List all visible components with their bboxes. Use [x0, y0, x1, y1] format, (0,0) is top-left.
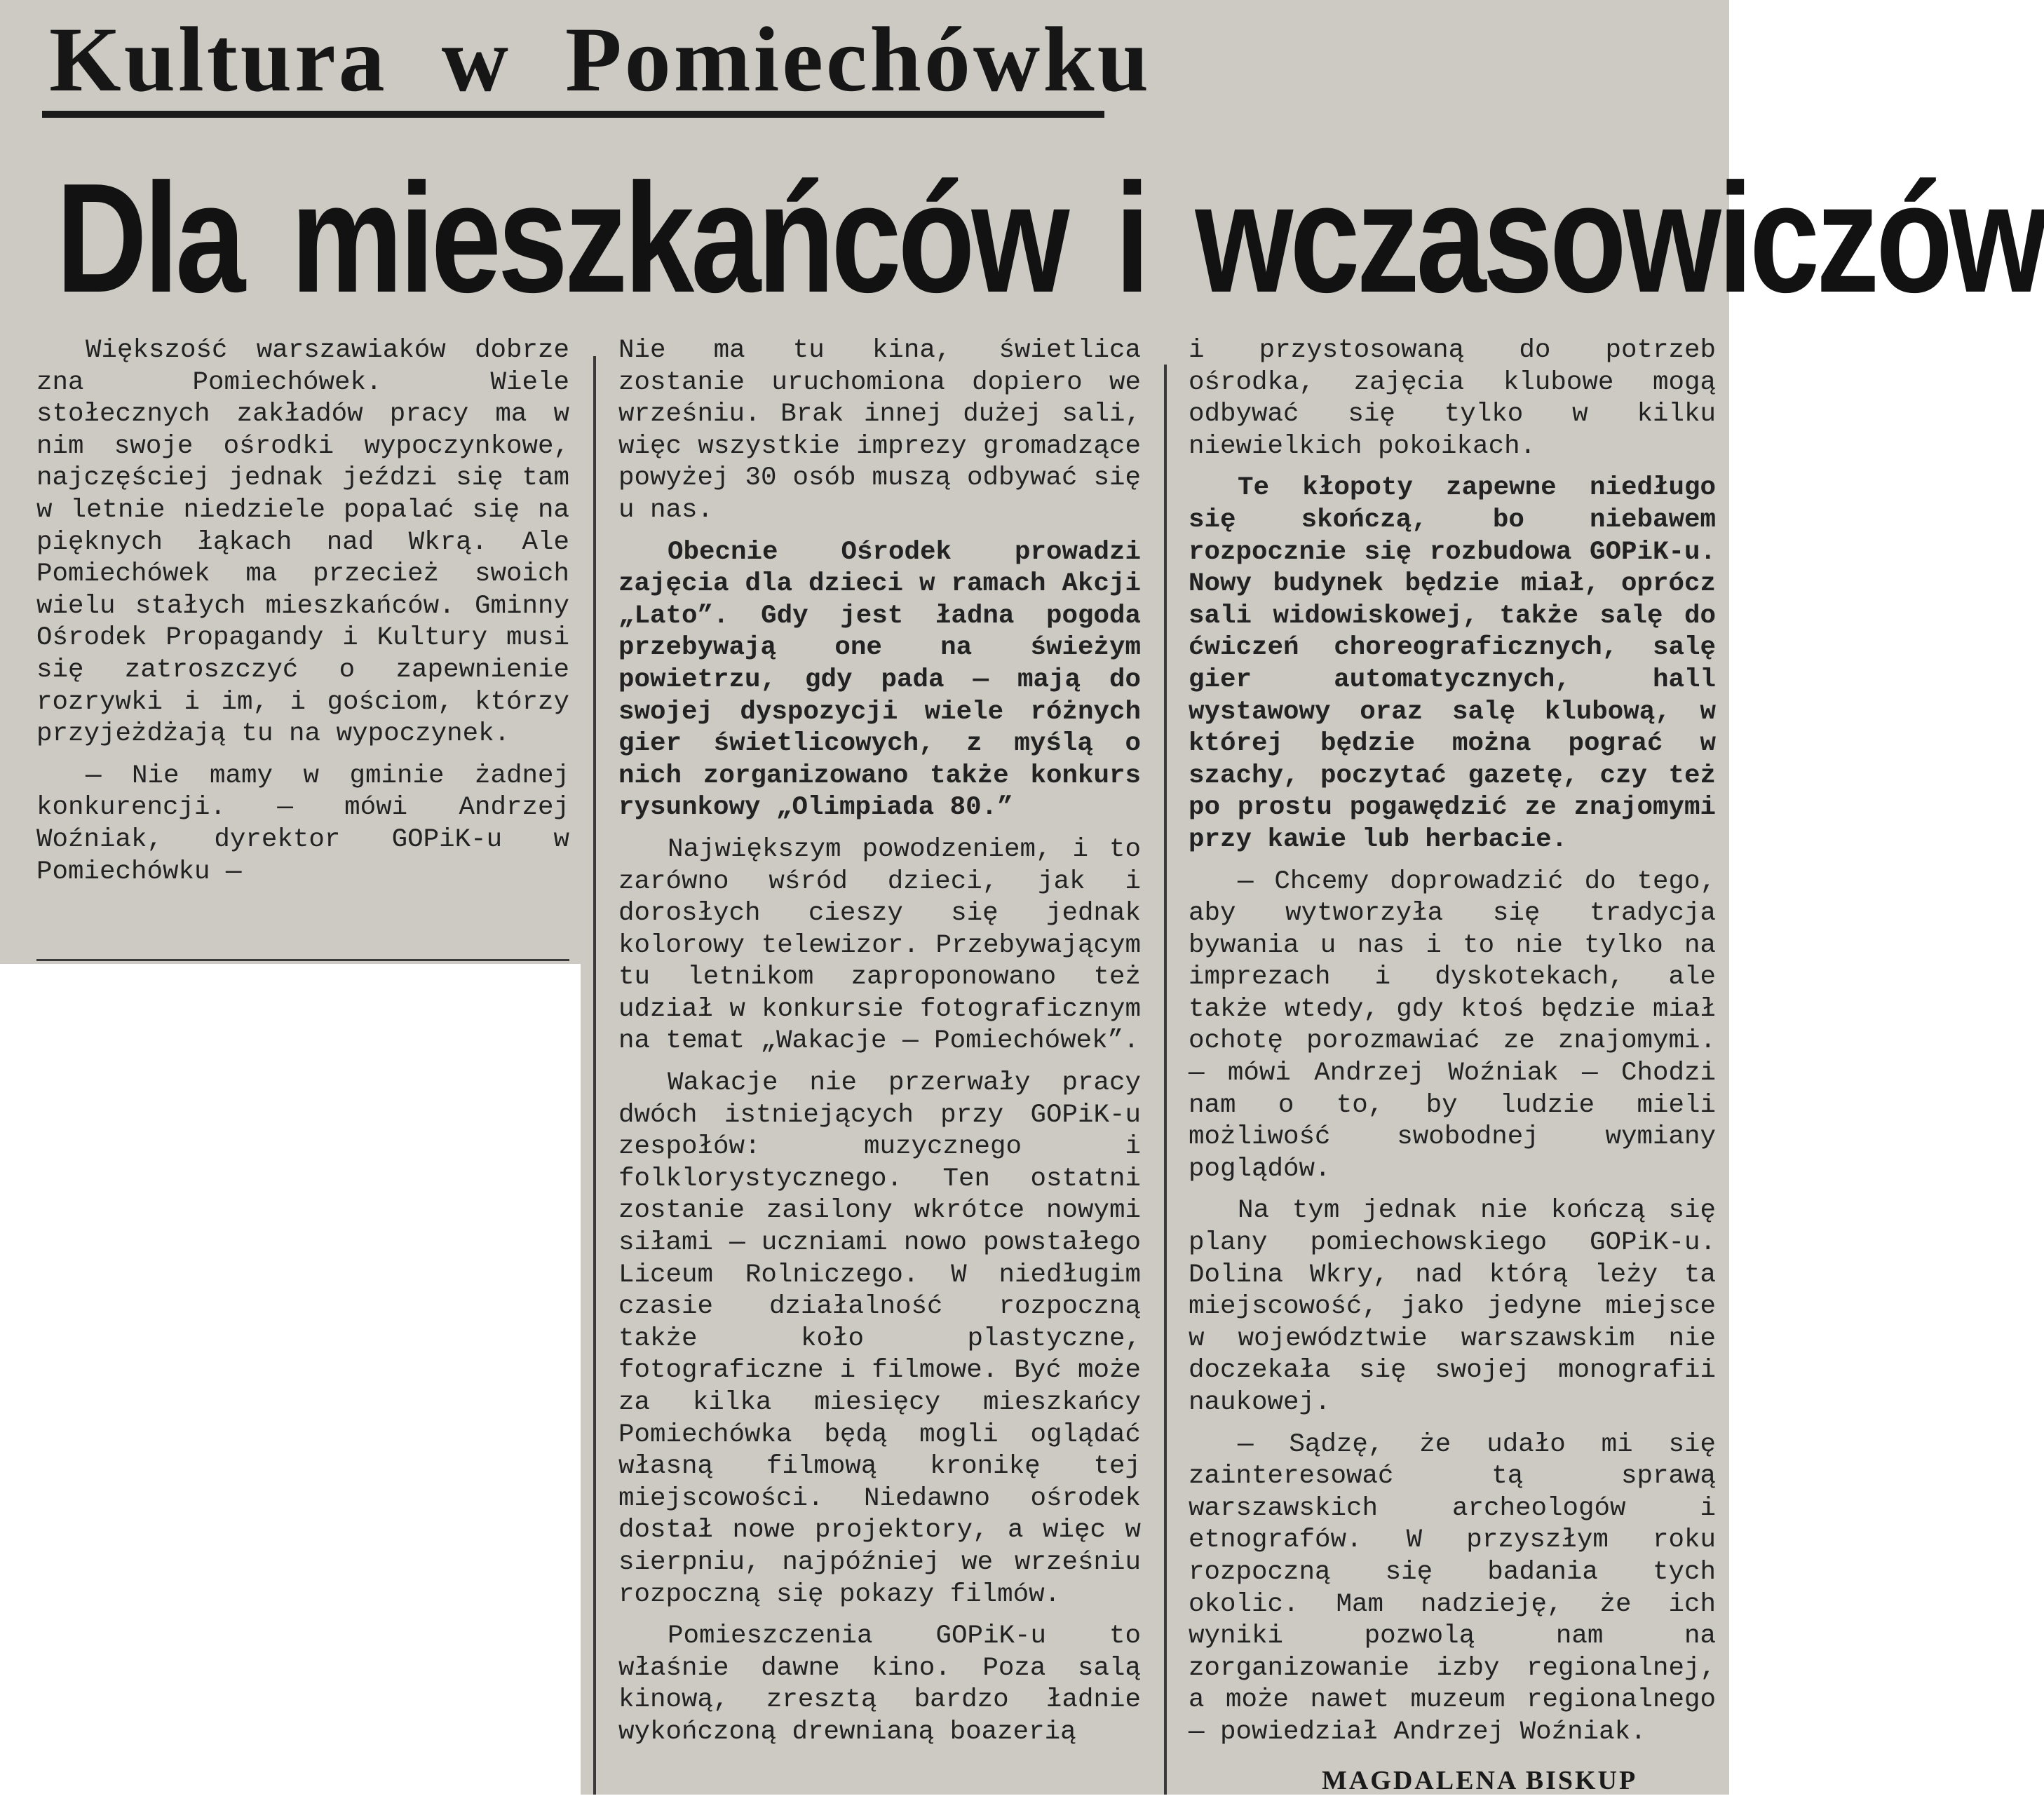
- blank-area: [0, 964, 581, 1795]
- paragraph: — Sądzę, że udało mi się zainteresować tą sprawą warszawskich archeologów i etnografów. W przyszłym roku rozpoczną się badania tych okolic. Mam nadzieję, że ich wyniki pozwolą nam na zorganizowanie izby regionalnej, a może nawet muzeum regionalnego — powiedział Andrzej Woźniak.: [1189, 1429, 1716, 1747]
- paragraph: i przystosowaną do potrzeb ośrodka, zajęcia klubowe mogą odbywać się tylko w kilku niewielkich pokoikach.: [1189, 336, 1716, 461]
- paragraph: — Nie mamy w gminie żadnej konkurencji. — mówi Andrzej Woźniak, dyrektor GOPiK-u w Pomiechówku —: [36, 761, 569, 887]
- column-divider-1: [593, 356, 596, 1795]
- paragraph: Większość warszawiaków dobrze zna Pomiechówek. Wiele stołecznych zakładów pracy ma w nim swoje ośrodki wypoczynkowe, najczęściej jednak jeździ się tam w letnie niedziele popalać się na pięknych łąkach nad Wkrą. Ale Pomiechówek ma przecież swoich wielu stałych mieszkańców. Gminny Ośrodek Propagandy i Kultury musi się zatroszczyć o zapewnienie rozrywki i im, i gościom, którzy przyjeżdżają tu na wypoczynek.: [36, 336, 569, 749]
- article-headline: Dla mieszkańców i wczasowiczów: [56, 151, 2044, 325]
- paragraph: Na tym jednak nie kończą się plany pomiechowskiego GOPiK-u. Dolina Wkry, nad którą leży ta miejscowość, jako jedyne miejsce w województwie warszawskim nie doczekała się swojej monografii naukowej.: [1189, 1196, 1716, 1417]
- kicker-underline: [42, 111, 1104, 118]
- article-column-2: [618, 335, 1141, 1759]
- article-column-3: [1189, 335, 1716, 1759]
- paragraph: Wakacje nie przerwały pracy dwóch istniejących przy GOPiK-u zespołów: muzycznego i folklorystycznego. Ten ostatni zostanie zasilony wkrótce nowymi siłami — uczniami nowo powstałego Liceum Rolniczego. W niedługim czasie działalność rozpoczną także koło plastyczne, fotograficzne i filmowe. Być może za kilka miesięcy mieszkańcy Pomiechówka będą mogli oglądać własną filmową kronikę tej miejscowości. Niedawno ośrodek dostał nowe projektory, a więc w sierpniu, najpóźniej we wrześniu rozpoczną się pokazy filmów.: [618, 1068, 1141, 1610]
- column1-end-rule: [36, 959, 569, 961]
- paragraph-bold: Obecnie Ośrodek prowadzi zajęcia dla dzieci w ramach Akcji „Lato”. Gdy jest ładna pogoda przebywają one na świeżym powietrzu, gdy pada — mają do swojej dyspozycji wiele różnych gier świetlicowych, z myślą o nich zorganizowano także konkurs rysunkowy „Olimpiada 80.”: [618, 537, 1141, 823]
- author-signature: MAGDALENA BISKUP: [1322, 1766, 1638, 1795]
- paragraph: Nie ma tu kina, świetlica zostanie uruchomiona dopiero we wrześniu. Brak innej dużej sali, więc wszystkie imprezy gromadzące powyżej 30 osób muszą odbywać się u nas.: [618, 336, 1141, 525]
- section-kicker: Kultura w Pomiechówku: [49, 8, 1152, 111]
- column-divider-2: [1164, 365, 1167, 1795]
- paragraph: — Chcemy doprowadzić do tego, aby wytworzyła się tradycja bywania u nas i to nie tylko na imprezach i dyskotekach, ale także wtedy, gdy ktoś będzie miał ochotę porozmawiać ze znajomymi. — mówi Andrzej Woźniak — Chodzi nam o to, by ludzie mieli możliwość swobodnej wymiany poglądów.: [1189, 866, 1716, 1184]
- paragraph: Pomieszczenia GOPiK-u to właśnie dawne kino. Poza salą kinową, zresztą bardzo ładnie wykończoną drewnianą boazerią: [618, 1621, 1141, 1747]
- paragraph-bold: Te kłopoty zapewne niedługo się skończą, bo niebawem rozpocznie się rozbudowa GOPiK-u. Nowy budynek będzie miał, oprócz sali widowiskowej, także salę do ćwiczeń choreograficznych, salę gier automatycznych, hall wystawowy oraz salę klubową, w której będzie można pograć w szachy, poczytać gazetę, czy też po prostu pogawędzić ze znajomymi przy kawie lub herbacie.: [1189, 473, 1716, 855]
- article-column-1: [36, 335, 569, 898]
- paragraph: Największym powodzeniem, i to zarówno wśród dzieci, jak i dorosłych cieszy się jednak kolorowy telewizor. Przebywającym tu letnikom zaproponowano też udział w konkursie fotograficznym na temat „Wakacje — Pomiechówek”.: [618, 834, 1141, 1056]
